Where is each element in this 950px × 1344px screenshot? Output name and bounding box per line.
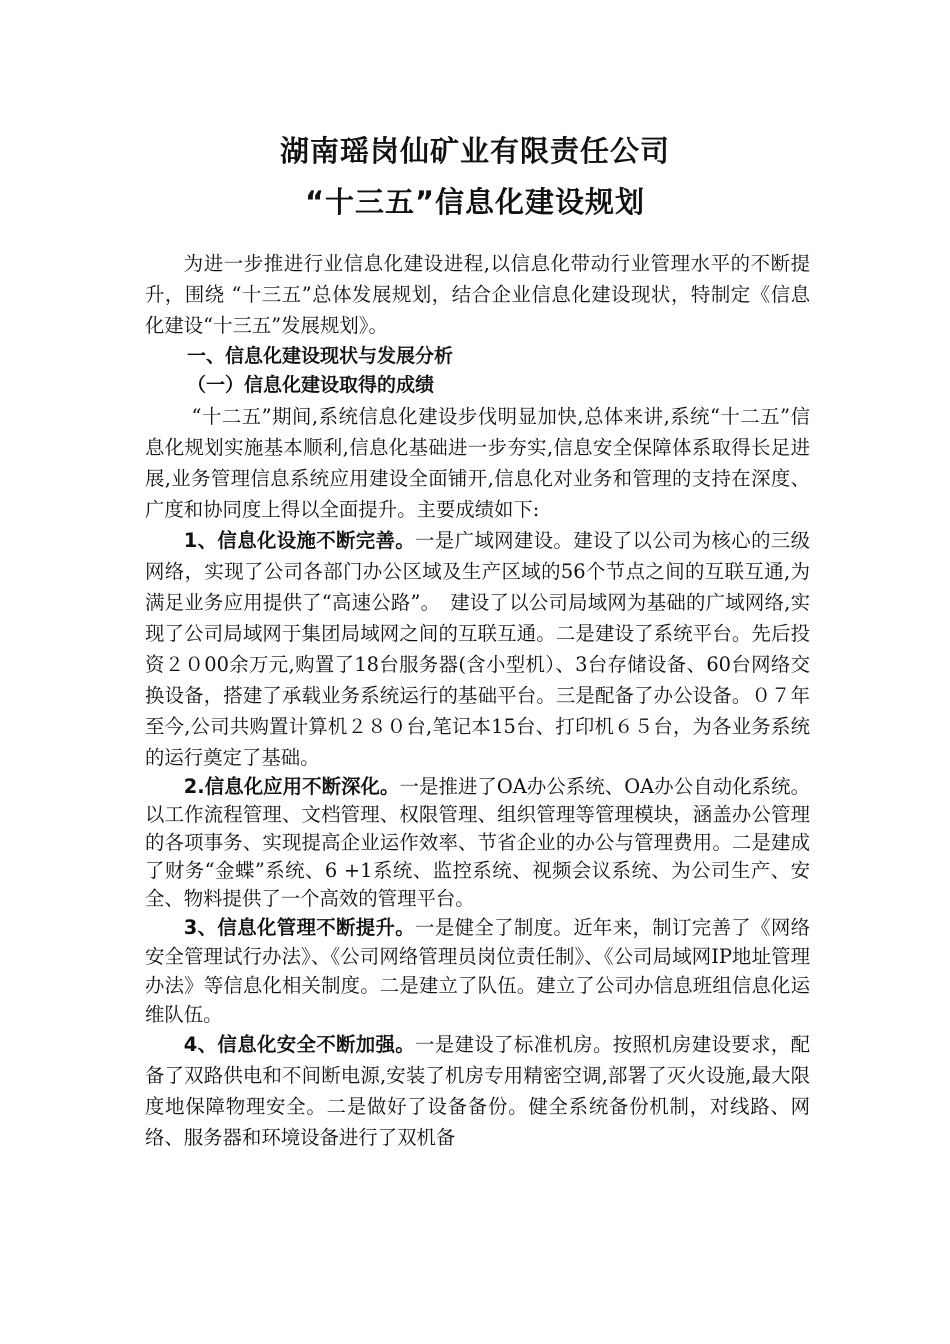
achievement-paragraph-3 xyxy=(145,913,810,1029)
achievement-lead-2: 2.信息化应用不断深化。 xyxy=(183,775,400,798)
document-title-line1: 湖南瑶岗仙矿业有限责任公司 xyxy=(279,134,670,168)
achievement-text-3: 一是健全了制度。近年来，制订完善了《网络安全管理试行办法》、《公司网络管理员岗位责任制》、《公司局域网IP地址管理办法》等信息化相关制度。二是建立了队伍。建立了公司办信息班组信息化运维队伍。 xyxy=(145,916,810,1026)
achievement-paragraph-1 xyxy=(145,525,810,773)
section-heading: 一、信息化建设现状与发展分析 xyxy=(187,345,454,367)
subsection-heading: （一）信息化建设取得的成绩 xyxy=(187,374,435,396)
document-title-line2: “十三五”信息化建设规划 xyxy=(304,185,646,219)
achievement-text-1: 一是广域网建设。建设了以公司为核心的三级网络，实现了公司各部门办公区域及生产区域的56个节点之间的互联互通,为满足业务应用提供了“高速公路”。 建设了以公司局域网为基础的广域网络,实现了公司局域网于集团局域网之间的互联互通。二是建设了系统平台。先后投资２０00余万元,购置了18台服务器(含小型机）、3台存储设备、60台网络交换设备，搭建了承载业务系统运行的基础平台。三是配备了办公设备。０７年至今,公司共购置计算机２８０台,笔记本15台、打印机６５台，为各业务系统的运行奠定了基础。 xyxy=(145,529,810,769)
achievement-text-2: 一是推进了OA办公系统、OA办公自动化系统。以工作流程管理、文档管理、权限管理、组织管理等管理模块，涵盖办公管理的各项事务、实现提高企业运作效率、节省企业的办公与管理费用。二是建成了财务“金蝶”系统、6 +1系统、监控系统、视频会议系统、为公司生产、安全、物料提供了一个高效的管理平台。 xyxy=(145,775,810,910)
achievement-text-4: 一是建设了标准机房。按照机房建设要求，配备了双路供电和不间断电源,安装了机房专用精密空调,部署了灭火设施,最大限度地保障物理安全。二是做好了设备备份。健全系统备份机制，对线路、网络、服务器和环境设备进行了双机备 xyxy=(145,1033,810,1149)
achievement-paragraph-2 xyxy=(145,773,810,913)
achievement-paragraph-4 xyxy=(145,1029,810,1153)
period-paragraph: “十二五”期间,系统信息化建设步伐明显加快,总体来讲,系统“十二五”信息化规划实施基本顺利,信息化基础进一步夯实,信息安全保障体系取得长足进展,业务管理信息系统应用建设全面铺开,信息化对业务和管理的支持在深度、广度和协同度上得以全面提升。主要成绩如下: xyxy=(145,405,810,521)
intro-paragraph: 为进一步推进行业信息化建设进程,以信息化带动行业管理水平的不断提升，围绕 “十三五”总体发展规划，结合企业信息化建设现状，特制定《信息化建设“十三五”发展规划》。 xyxy=(145,252,810,337)
achievement-lead-1: 1、信息化设施不断完善。 xyxy=(183,529,416,552)
document-body xyxy=(145,248,810,1153)
achievement-lead-4: 4、信息化安全不断加强。 xyxy=(183,1033,416,1056)
achievement-lead-3: 3、信息化管理不断提升。 xyxy=(183,916,416,939)
